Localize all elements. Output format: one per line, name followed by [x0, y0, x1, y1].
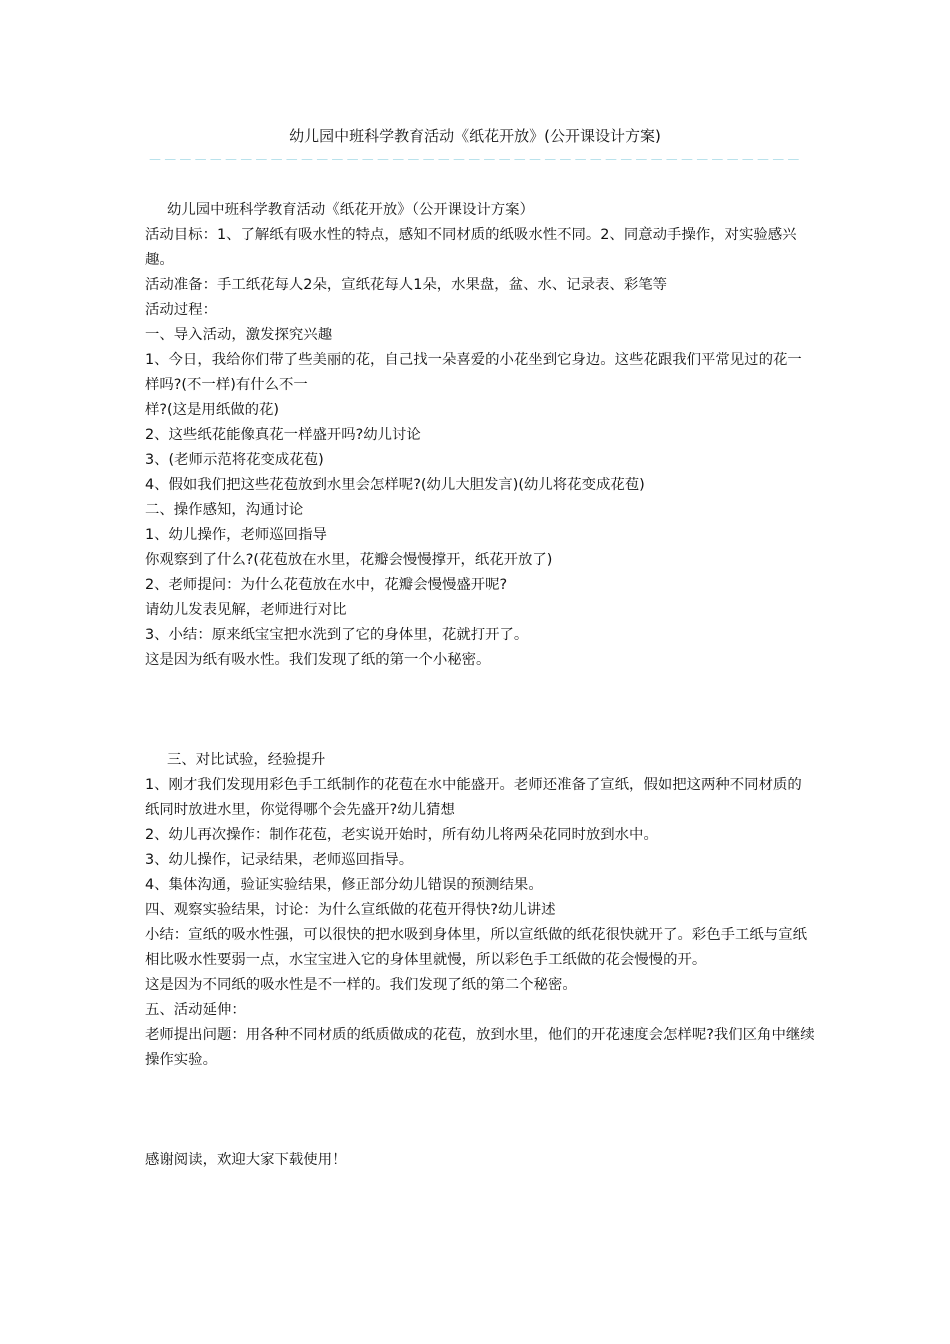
section-heading: 五、活动延伸：	[145, 1002, 246, 1018]
section-heading: 三、对比试验，经验提升	[167, 752, 326, 768]
closing-note: 感谢阅读，欢迎大家下载使用！	[145, 1152, 347, 1168]
paragraph: 活动过程：	[145, 302, 217, 318]
section-heading: 二、操作感知，沟通讨论	[145, 502, 304, 518]
paragraph: 你观察到了什么?(花苞放在水里，花瓣会慢慢撑开，纸花开放了)	[145, 552, 553, 568]
paragraph: 这是因为纸有吸水性。我们发现了纸的第一个小秘密。	[145, 652, 491, 668]
document-header-title: 幼儿园中班科学教育活动《纸花开放》(公开课设计方案)	[289, 127, 661, 145]
document-body	[145, 198, 815, 1173]
paragraph: 3、小结：原来纸宝宝把水洗到了它的身体里，花就打开了。	[145, 627, 529, 643]
paragraph: 请幼儿发表见解，老师进行对比	[145, 602, 347, 618]
paragraph: 这是因为不同纸的吸水性是不一样的。我们发现了纸的第二个秘密。	[145, 977, 577, 993]
paragraph: 活动目标：1、了解纸有吸水性的特点，感知不同材质的纸吸水性不同。2、同意动手操作，对实验感兴趣。	[145, 227, 797, 268]
section-heading: 四、观察实验结果，讨论：为什么宣纸做的花苞开得快?幼儿讲述	[145, 902, 556, 918]
paragraph: 小结：宣纸的吸水性强，可以很快的把水吸到身体里，所以宣纸做的纸花很快就开了。彩色手工纸与宣纸相比吸水性要弱一点，水宝宝进入它的身体里就慢，所以彩色手工纸做的花会慢慢的开。	[145, 927, 807, 968]
paragraph: 2、这些纸花能像真花一样盛开吗?幼儿讨论	[145, 427, 421, 443]
header-dashed-rule: －－－－－－－－－－－－－－－－－－－－－－－－－－－－－－－－－－－－－－－－－－－	[148, 153, 802, 166]
blank-space	[145, 1073, 815, 1148]
paragraph: 老师提出问题：用各种不同材质的纸质做成的花苞，放到水里，他们的开花速度会怎样呢?我们区角中继续操作实验。	[145, 1027, 815, 1068]
paragraph: 3、(老师示范将花变成花苞)	[145, 452, 324, 468]
paragraph: 1、今日，我给你们带了些美丽的花，自己找一朵喜爱的小花坐到它身边。这些花跟我们平常见过的花一样吗?(不一样)有什么不一	[145, 352, 802, 393]
paragraph: 4、假如我们把这些花苞放到水里会怎样呢?(幼儿大胆发言)(幼儿将花变成花苞)	[145, 477, 645, 493]
paragraph: 4、集体沟通，验证实验结果，修正部分幼儿错误的预测结果。	[145, 877, 543, 893]
blank-space	[145, 673, 815, 748]
paragraph: 活动准备：手工纸花每人2朵，宣纸花每人1朵，水果盘，盆、水、记录表、彩笔等	[145, 277, 667, 293]
paragraph: 样?(这是用纸做的花)	[145, 402, 279, 418]
paragraph: 2、幼儿再次操作：制作花苞，老实说开始时，所有幼儿将两朵花同时放到水中。	[145, 827, 658, 843]
body-title: 幼儿园中班科学教育活动《纸花开放》（公开课设计方案）	[167, 202, 534, 218]
paragraph: 2、老师提问：为什么花苞放在水中，花瓣会慢慢盛开呢?	[145, 577, 508, 593]
paragraph: 1、刚才我们发现用彩色手工纸制作的花苞在水中能盛开。老师还准备了宣纸，假如把这两种不同材质的纸同时放进水里，你觉得哪个会先盛开?幼儿猜想	[145, 777, 802, 818]
paragraph: 3、幼儿操作，记录结果，老师巡回指导。	[145, 852, 414, 868]
paragraph: 1、幼儿操作，老师巡回指导	[145, 527, 327, 543]
section-heading: 一、导入活动，激发探究兴趣	[145, 327, 333, 343]
